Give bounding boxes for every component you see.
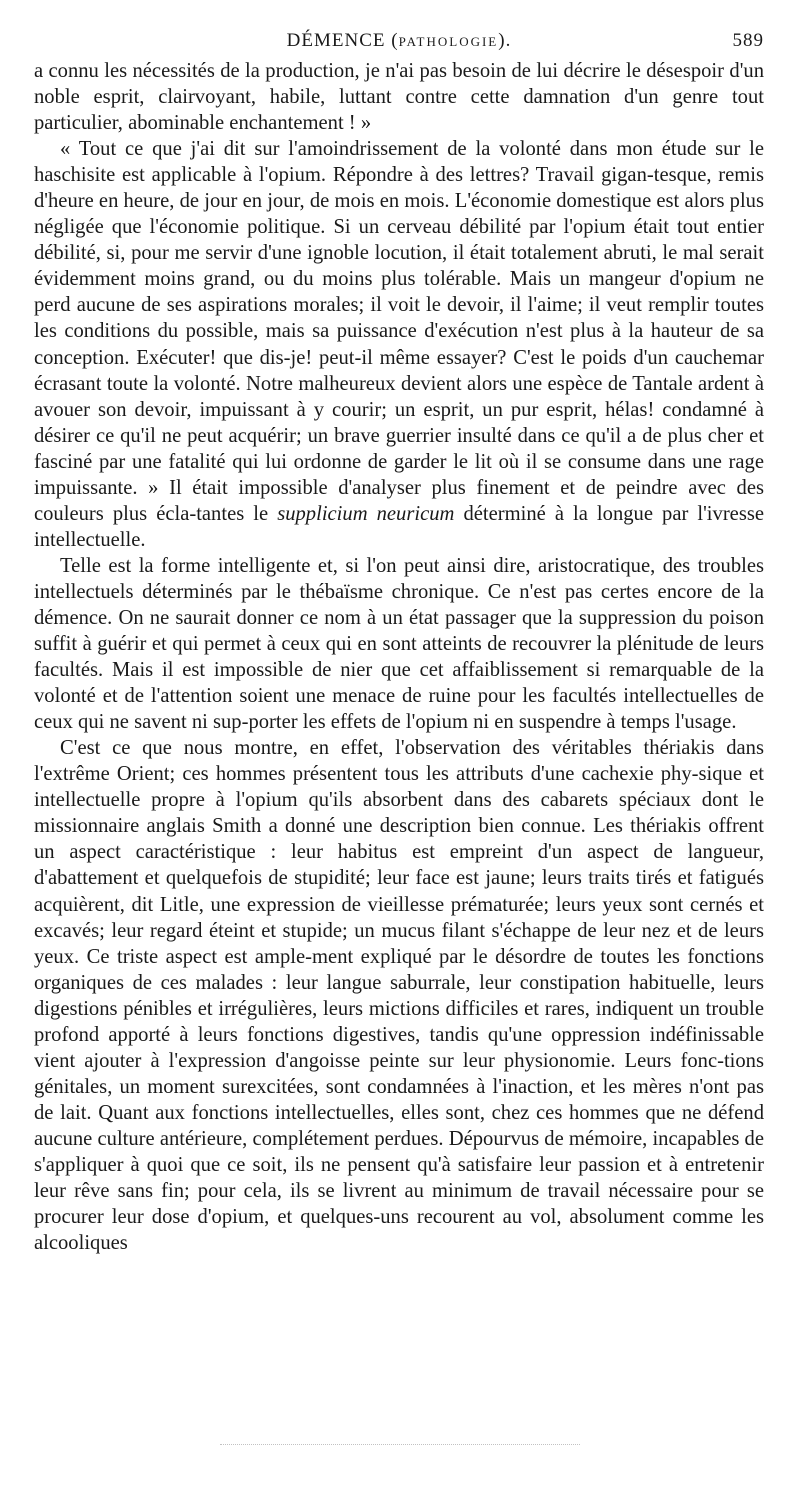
paragraph-theriakis: C'est ce que nous montre, en effet, l'observation des véritables thériakis dans l'extrême Orient; ces hommes présentent tous les attributs d'une cachexie phy-sique et intellectuelle propre à l'opium qu'ils absorbent dans des cabarets spéciaux dont le missionnaire anglais Smith a donné une description bien connue. Les thériakis offrent un aspect caractéristique : leur habitus est empreint d'un aspect de langueur, d'abattement et quelquefois de stupidité; leur face est jaune; leurs traits tirés et fatigués acquièrent, dit Litle, une expression de vieillesse prématurée; leurs yeux sont cernés et excavés; leur regard éteint et stupide; un mucus filant s'échappe de leur nez et de leurs yeux. Ce triste aspect est ample-ment expliqué par le désordre de toutes les fonctions organiques de ces malades : leur langue saburrale, leur constipation habituelle, leurs digestions pénibles et irrégulières, leurs mictions difficiles et rares, indiquent un trouble profond apporté à leurs fonctions digestives, tandis qu'une oppression indéfinissable vient ajouter à l'expression d'angoisse peinte sur leur physionomie. Leurs fonc-tions génitales, un moment surexcitées, sont condamnées à l'inaction, et les mères n'ont pas de lait. Quant aux fonctions intellectuelles, elles sont, chez ces hommes que ne défend aucune culture antérieure, complétement perdues. Dépourvus de mémoire, incapables de s'appliquer à quoi que ce soit, ils ne pensent qu'à satisfaire leur passion et à entretenir leur rêve sans fin; pour cela, ils se livrent au minimum de travail nécessaire pour se procurer leur dose d'opium, et quelques-uns recourent au vol, absolument comme les alcooliques — [34, 737, 764, 1255]
running-title-small-caps: PATHOLOGIE — [398, 34, 499, 49]
paragraph-quotation — [34, 136, 764, 553]
paragraph-continuation: a connu les nécessités de la production, je n'ai pas besoin de lui décrire le désespoir d'un noble esprit, clairvoyant, habile, luttant contre cette damnation d'un genre tout particulier, abominable enchantement ! » — [34, 60, 764, 135]
page — [34, 30, 764, 1256]
page-number: 589 — [732, 30, 764, 51]
scan-artifact-marks — [220, 1444, 580, 1453]
body-text — [34, 58, 764, 1256]
running-title — [34, 30, 764, 52]
paragraph-forme-intelligente: Telle est la forme intelligente et, si l'on peut ainsi dire, aristocratique, des troubles intellectuels déterminés par le thébaïsme chronique. Ce n'est pas certes encore de la démence. On ne saurait donner ce nom à un état passager que la suppression du poison suffit à guérir et qui permet à ceux qui en sont atteints de recouvrer la plénitude de leurs facultés. Mais il est impossible de nier que cet affaiblissement si remarquable de la volonté et de l'attention soient une menace de ruine pour les facultés intellectuelles de ceux qui ne savent ni sup-porter les effets de l'opium ni en suspendre à temps l'usage. — [34, 554, 764, 734]
latin-term: supplicium neuricum — [277, 502, 455, 525]
running-title-main: DÉMENCE ( — [286, 30, 399, 51]
running-title-end: ). — [498, 30, 512, 51]
running-head — [34, 30, 764, 58]
paragraph-quotation-end: déterminé à la longue par l'ivresse intellectuelle. — [34, 502, 764, 551]
paragraph-quotation-text: « Tout ce que j'ai dit sur l'amoindrissement de la volonté dans mon étude sur le haschisite est applicable à l'opium. Répondre à des lettres? Travail gigan-tesque, remis d'heure en heure, de jour en jour, de mois en mois. L'économie domestique est alors plus négligée que l'économie politique. Si un cerveau débilité par l'opium était tout entier débilité, si, pour me servir d'une ignoble locution, il était totalement abruti, le mal serait évidemment moins grand, ou du moins plus tolérable. Mais un mangeur d'opium ne perd aucune de ses aspirations morales; il voit le devoir, il l'aime; il veut remplir toutes les conditions du possible, mais sa puissance d'exécution n'est plus à la hauteur de sa conception. Exécuter! que dis-je! peut-il même essayer? C'est le poids d'un cauchemar écrasant toute la volonté. Notre malheureux devient alors une espèce de Tantale ardent à avouer son devoir, impuissant à y courir; un esprit, un pur esprit, hélas! condamné à désirer ce qu'il ne peut acquérir; un brave guerrier insulté dans ce qu'il a de plus cher et fasciné par une fatalité qui lui ordonne de garder le lit où il se consume dans une rage impuissante. » Il était impossible d'analyser plus finement et de peindre avec des couleurs plus écla-tantes le — [34, 138, 764, 525]
